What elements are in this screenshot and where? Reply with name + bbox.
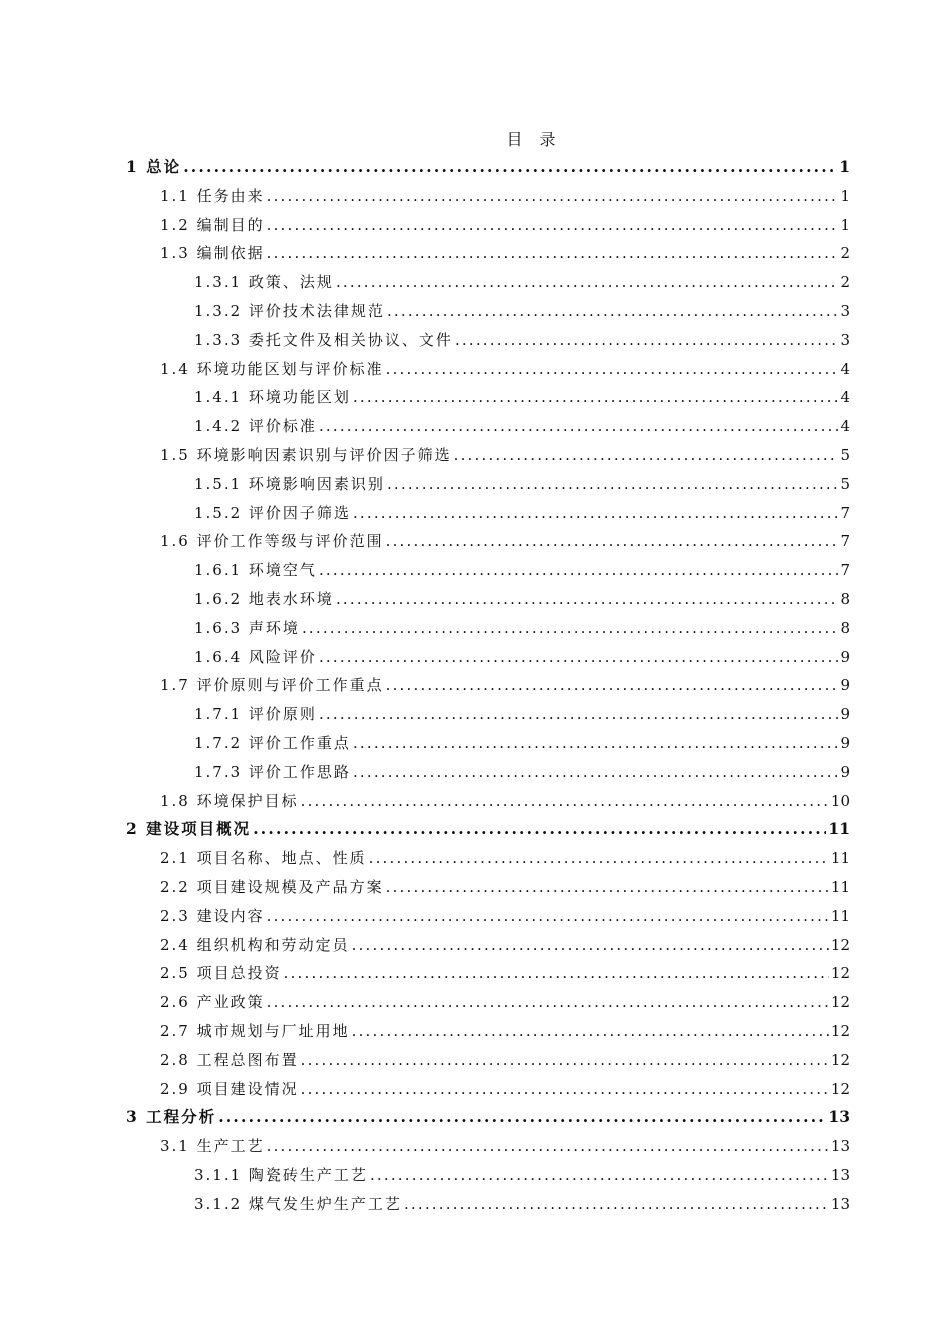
toc-entry[interactable]	[126, 873, 850, 902]
toc-leader-dots	[319, 643, 838, 672]
toc-entry-page-number: 9	[840, 705, 850, 724]
toc-leader-dots	[319, 700, 838, 729]
toc-leader-dots	[319, 412, 838, 441]
toc-leader-dots	[386, 873, 829, 902]
toc-entry[interactable]	[126, 585, 850, 614]
toc-entry-page-number: 7	[840, 561, 850, 580]
toc-entry[interactable]	[126, 844, 850, 873]
toc-entry[interactable]	[126, 499, 850, 528]
toc-entry-label: 2 建设项目概况	[126, 819, 252, 839]
toc-leader-dots	[353, 383, 838, 412]
toc-entry-label: 1.3.3 委托文件及相关协议、文件	[194, 330, 453, 349]
toc-entry-label: 2.3 建设内容	[160, 906, 265, 925]
toc-entry[interactable]	[126, 815, 850, 844]
toc-entry-label: 2.4 组织机构和劳动定员	[160, 935, 350, 954]
toc-entry-label: 1.7.1 评价原则	[194, 705, 317, 724]
toc-entry-page-number: 8	[840, 618, 850, 637]
toc-entry-page-number: 1	[840, 215, 850, 234]
toc-leader-dots	[183, 153, 837, 182]
toc-entry[interactable]	[126, 1017, 850, 1046]
toc-leader-dots	[352, 931, 829, 960]
toc-entry-label: 1.3 编制依据	[160, 244, 265, 263]
toc-leader-dots	[353, 499, 838, 528]
toc-entry[interactable]	[126, 671, 850, 700]
toc-leader-dots	[387, 470, 838, 499]
toc-leader-dots	[253, 815, 826, 844]
toc-entry[interactable]	[126, 268, 850, 297]
toc-entry[interactable]	[126, 614, 850, 643]
toc-entry-label: 1.6.1 环境空气	[194, 561, 317, 580]
toc-entry-page-number: 3	[840, 330, 850, 349]
toc-entry-label: 1.4.2 评价标准	[194, 417, 317, 436]
toc-entry-label: 2.5 项目总投资	[160, 964, 282, 983]
toc-leader-dots	[319, 556, 838, 585]
toc-leader-dots	[386, 671, 838, 700]
toc-entry[interactable]	[126, 1161, 850, 1190]
toc-entry[interactable]	[126, 441, 850, 470]
toc-leader-dots	[352, 1017, 829, 1046]
toc-entry-label: 1.8 环境保护目标	[160, 791, 299, 810]
toc-entry-label: 1.4 环境功能区划与评价标准	[160, 359, 384, 378]
toc-entry-page-number: 13	[830, 1194, 850, 1213]
toc-leader-dots	[301, 1075, 829, 1104]
toc-entry-label: 1.2 编制目的	[160, 215, 265, 234]
toc-entry-page-number: 12	[830, 993, 850, 1012]
toc-entry[interactable]	[126, 470, 850, 499]
toc-entry-page-number: 4	[840, 417, 850, 436]
toc-leader-dots	[336, 585, 838, 614]
toc-entry-label: 3.1.2 煤气发生炉生产工艺	[194, 1194, 402, 1213]
toc-entry-page-number: 1	[840, 186, 850, 205]
toc-entry-page-number: 9	[840, 676, 850, 695]
toc-entry-page-number: 7	[840, 503, 850, 522]
toc-leader-dots	[284, 959, 829, 988]
toc-entry-label: 1.1 任务由来	[160, 186, 265, 205]
toc-leader-dots	[267, 239, 838, 268]
toc-entry[interactable]	[126, 959, 850, 988]
toc-entry[interactable]	[126, 700, 850, 729]
toc-entry[interactable]	[126, 412, 850, 441]
toc-entry[interactable]	[126, 729, 850, 758]
toc-entry-label: 1.6.4 风险评价	[194, 647, 317, 666]
toc-leader-dots	[267, 988, 829, 1017]
toc-leader-dots	[267, 211, 838, 240]
toc-entry[interactable]	[126, 988, 850, 1017]
toc-entry[interactable]	[126, 758, 850, 787]
toc-leader-dots	[455, 326, 838, 355]
toc-entry-page-number: 12	[830, 964, 850, 983]
toc-leader-dots	[386, 527, 838, 556]
toc-entry-page-number: 9	[840, 647, 850, 666]
toc-entry-page-number: 7	[840, 532, 850, 551]
toc-entry[interactable]	[126, 1103, 850, 1132]
toc-entry-page-number: 11	[830, 906, 850, 925]
toc-entry[interactable]	[126, 355, 850, 384]
toc-entry[interactable]	[126, 556, 850, 585]
toc-entry-page-number: 2	[840, 273, 850, 292]
toc-entry-page-number: 2	[840, 244, 850, 263]
toc-entry-page-number: 4	[840, 359, 850, 378]
toc-entry-label: 1.4.1 环境功能区划	[194, 388, 351, 407]
toc-entry-label: 1.7 评价原则与评价工作重点	[160, 676, 384, 695]
toc-entry-label: 1.3.1 政策、法规	[194, 273, 334, 292]
toc-entry-label: 1.5 环境影响因素识别与评价因子筛选	[160, 445, 452, 464]
toc-entry-label: 1.5.2 评价因子筛选	[194, 503, 351, 522]
toc-leader-dots	[387, 297, 838, 326]
toc-leader-dots	[218, 1103, 826, 1132]
toc-entry[interactable]	[126, 527, 850, 556]
toc-entry[interactable]	[126, 326, 850, 355]
toc-entry-page-number: 11	[828, 819, 850, 839]
toc-entry-page-number: 11	[830, 877, 850, 896]
toc-entry-page-number: 8	[840, 589, 850, 608]
toc-entry[interactable]	[126, 239, 850, 268]
toc-leader-dots	[267, 1132, 829, 1161]
toc-entry-page-number: 12	[830, 935, 850, 954]
toc-entry-label: 2.9 项目建设情况	[160, 1079, 299, 1098]
toc-entry-page-number: 1	[839, 157, 850, 176]
toc-entry-page-number: 9	[840, 733, 850, 752]
toc-entry-label: 1.6.2 地表水环境	[194, 589, 334, 608]
toc-leader-dots	[353, 758, 838, 787]
toc-leader-dots	[353, 729, 838, 758]
toc-entry[interactable]	[126, 643, 850, 672]
toc-entry-page-number: 12	[830, 1021, 850, 1040]
toc-entry[interactable]	[126, 902, 850, 931]
toc-entry-label: 1.7.3 评价工作思路	[194, 762, 351, 781]
toc-leader-dots	[454, 441, 838, 470]
toc-entry-label: 2.2 项目建设规模及产品方案	[160, 877, 384, 896]
toc-entry[interactable]	[126, 383, 850, 412]
toc-entry-label: 1.3.2 评价技术法律规范	[194, 301, 385, 320]
toc-entry-label: 1 总论	[126, 157, 182, 176]
toc-entry-label: 3 工程分析	[126, 1107, 217, 1127]
toc-entry-page-number: 3	[840, 301, 850, 320]
toc-leader-dots	[301, 1046, 829, 1075]
toc-entry-label: 1.7.2 评价工作重点	[194, 733, 351, 752]
toc-entry[interactable]	[126, 182, 850, 211]
toc-entry-page-number: 13	[830, 1137, 850, 1156]
table-of-contents	[126, 153, 850, 1218]
toc-entry-page-number: 5	[840, 474, 850, 493]
toc-leader-dots	[369, 844, 829, 873]
toc-entry[interactable]	[126, 1132, 850, 1161]
toc-leader-dots	[386, 355, 838, 384]
toc-leader-dots	[404, 1190, 829, 1219]
toc-entry-label: 1.6.3 声环境	[194, 618, 300, 637]
toc-entry-page-number: 13	[830, 1165, 850, 1184]
toc-entry-label: 2.8 工程总图布置	[160, 1050, 299, 1069]
toc-entry[interactable]	[126, 1190, 850, 1219]
toc-title: 目 录	[506, 130, 562, 149]
toc-entry-page-number: 4	[840, 388, 850, 407]
toc-entry[interactable]	[126, 787, 850, 816]
toc-entry-label: 2.1 项目名称、地点、性质	[160, 849, 367, 868]
toc-entry[interactable]	[126, 1075, 850, 1104]
toc-entry[interactable]	[126, 211, 850, 240]
toc-entry-page-number: 12	[830, 1079, 850, 1098]
toc-entry[interactable]	[126, 153, 850, 182]
toc-entry-label: 1.5.1 环境影响因素识别	[194, 474, 385, 493]
toc-entry-label: 3.1.1 陶瓷砖生产工艺	[194, 1165, 368, 1184]
toc-entry-page-number: 10	[830, 791, 850, 810]
toc-entry-page-number: 13	[828, 1107, 850, 1127]
toc-entry[interactable]	[126, 1046, 850, 1075]
toc-leader-dots	[267, 182, 838, 211]
toc-entry-page-number: 11	[830, 849, 850, 868]
toc-entry-label: 2.7 城市规划与厂址用地	[160, 1021, 350, 1040]
toc-entry-label: 1.6 评价工作等级与评价范围	[160, 532, 384, 551]
toc-leader-dots	[370, 1161, 829, 1190]
toc-leader-dots	[302, 614, 838, 643]
toc-entry-label: 3.1 生产工艺	[160, 1137, 265, 1156]
toc-leader-dots	[336, 268, 838, 297]
toc-leader-dots	[267, 902, 829, 931]
toc-entry[interactable]	[126, 297, 850, 326]
toc-entry-page-number: 12	[830, 1050, 850, 1069]
toc-leader-dots	[301, 787, 829, 816]
toc-entry-page-number: 5	[840, 445, 850, 464]
toc-entry-page-number: 9	[840, 762, 850, 781]
toc-entry[interactable]	[126, 931, 850, 960]
toc-entry-label: 2.6 产业政策	[160, 993, 265, 1012]
